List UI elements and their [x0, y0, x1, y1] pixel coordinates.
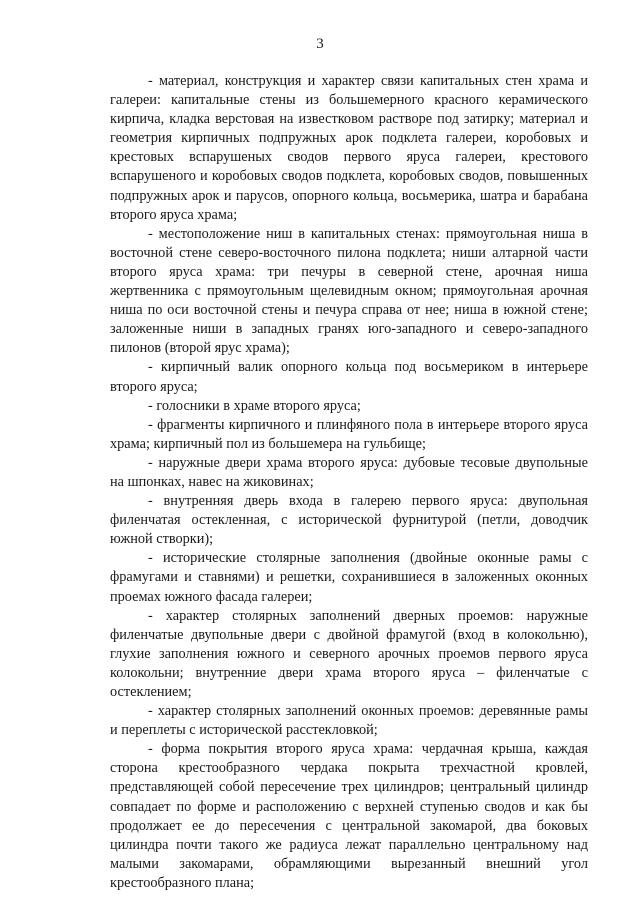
- paragraph: - характер столярных заполнений дверных проемов: наружные филенчатые двупольные двери с двойной фрамугой (вход в колокольню), глухие заполнения южного и северного арочных проемов первого яруса колокольни; внутренние двери храма второго яруса – филенчатые с остеклением;: [110, 607, 588, 700]
- paragraph: - фрагменты кирпичного и плинфяного пола в интерьере второго яруса храма; кирпичный пол из большемера на гульбище;: [110, 416, 588, 452]
- paragraph: - характер столярных заполнений оконных проемов: деревянные рамы и переплеты с исторической расстекловкой;: [110, 703, 588, 739]
- paragraph: - местоположение ниш в капитальных стенах: прямоугольная ниша в восточной стене северо-восточного пилона подклета; ниши алтарной части второго яруса храма: три печуры в северной стене, арочная ниша жертвенника с прямоугольным щелевидным окном; прямоугольная арочная ниша по оси восточной стены и печура справа от нее; ниша в южной стене; заложенные ниши в западных гранях юго-западного и северо-западного пилонов (второй ярус храма);: [110, 225, 588, 357]
- document-body: [110, 72, 588, 893]
- paragraph: - кирпичный валик опорного кольца под восьмериком в интерьере второго яруса;: [110, 359, 588, 395]
- paragraph: - голосники в храме второго яруса;: [148, 397, 361, 414]
- paragraph: - материал, конструкция и характер связи капитальных стен храма и галереи: капитальные стены из большемерного красного керамического кирпича, кладка верстовая на известковом растворе под затирку; материал и геометрия кирпичных подпружных арок подклета галереи, коробовых и крестовых вспарушеных сводов первого яруса галереи, крестового вспарушеного и коробовых сводов подклета, коробовых сводов, повышенных подпружных арок и парусов, опорного кольца, восьмерика, шатра и барабана второго яруса храма;: [110, 73, 588, 223]
- paragraph: - форма покрытия второго яруса храма: чердачная крыша, каждая сторона крестообразного чердака покрыта трехчастной кровлей, представляющей собой пересечение трех цилиндров; центральный цилиндр совпадает по форме и расположению с верхней ступенью сводов и как бы продолжает ее до пересечения с центральной закомарой, два боковых цилиндра почти такого же радиуса лежат параллельно центральному над малыми закомарами, обрамляющими вырезанный внешний угол крестообразного плана;: [110, 741, 588, 891]
- paragraph: - наружные двери храма второго яруса: дубовые тесовые двупольные на шпонках, навес на жиковинах;: [110, 454, 588, 490]
- paragraph: - исторические столярные заполнения (двойные оконные рамы с фрамугами и ставнями) и решетки, сохранившиеся в заложенных оконных проемах южного фасада галереи;: [110, 550, 588, 605]
- paragraph: - внутренняя дверь входа в галерею первого яруса: двупольная филенчатая остекленная, с исторической фурнитурой (петли, доводчик южной створки);: [110, 493, 588, 548]
- page-number: 3: [316, 36, 324, 52]
